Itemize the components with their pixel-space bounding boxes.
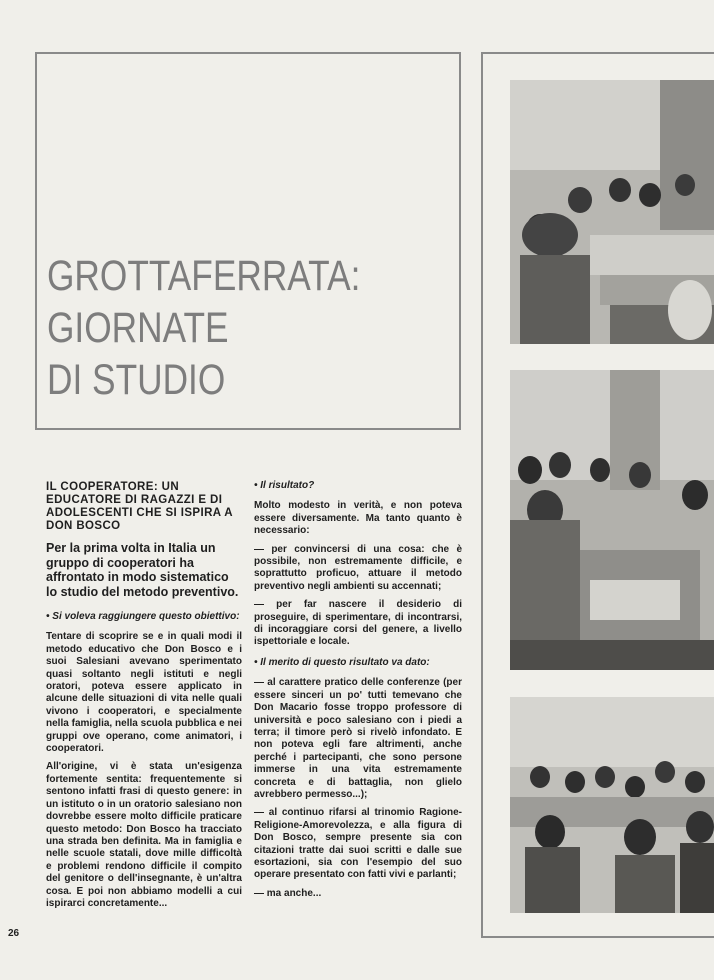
paragraph: Tentare di scoprire se e in quali modi il metodo educativo che Don Bosco e i suoi Salesiani avevano sperimentato quasi soltanto negli istituti e negli oratori, poteva essere applicato in alcune delle situazioni di vita nelle quali vivono i cooperatori, e specialmente nella famiglia, nella scuola pubblica e nei gruppi ove operano, come animatori, i cooperatori. bbox=[46, 631, 242, 755]
paragraph: — ma anche... bbox=[254, 887, 322, 899]
title-line-3: DI STUDIO bbox=[47, 356, 226, 404]
photo-classroom-1 bbox=[510, 80, 714, 344]
paragraph: — al continuo rifarsi al trinomio Ragione-Religione-Amorevolezza, e alla figura di Don Bosco, sempre presente sia con citazioni tratte dai suoi scritti e dalle sue esortazioni, sia con l'esempio del suo operare presentato con fatti vivi e parlanti; bbox=[254, 807, 462, 881]
photo-classroom-3 bbox=[510, 697, 714, 913]
question-merit: • Il merito di questo risultato va dato: bbox=[254, 656, 430, 668]
lead-paragraph: Per la prima volta in Italia un gruppo di cooperatori ha affrontato in modo sistematico lo studio del metodo preventivo. bbox=[46, 541, 239, 599]
section-heading: IL COOPERATORE: UN EDUCATORE DI RAGAZZI E DI ADOLESCENTI CHE SI ISPIRA A DON BOSCO bbox=[46, 481, 233, 532]
paragraph: — per convincersi di una cosa: che è possibile, non estremamente difficile, e soprattutto proficuo, attuare il metodo preventivo negli ambienti su accennati; bbox=[254, 543, 462, 592]
column-left bbox=[46, 481, 242, 916]
title-box bbox=[35, 52, 461, 430]
paragraph: All'origine, vi è stata un'esigenza fortemente sentita: frequentemente si sentono infatti frasi di questo genere: in un istituto o in un oratorio salesiano non dovrebbe essere molto difficile praticare questo metodo: Don Bosco ha tracciato una strada ben definita. Ma in famiglia e nelle scuole statali, dove mille difficoltà e problemi rendono difficile il compito del genitore o dell'insegnante, è un'altra cosa. E poi non abbiamo modelli a cui ispirarci concretamente... bbox=[46, 761, 242, 909]
paragraph: — al carattere pratico delle conferenze (per essere sinceri un po' tutti temevano che Don Macario fosse troppo professore di università e poco salesiano con i piedi a terra; il timore però si rivelò infondato. E non poteva egli fare altrimenti, anche perché i partecipanti, che sono persone immerse in una vita estremamente concreta e di battaglia, non glielo avrebbero permesso...); bbox=[254, 677, 462, 800]
paragraph: — per far nascere il desiderio di proseguire, di sperimentare, di incontrarsi, di incoraggiare corsi del genere, a livello ispettoriale e locale. bbox=[254, 599, 462, 648]
title-line-2: GIORNATE bbox=[47, 304, 229, 352]
column-right bbox=[254, 472, 462, 906]
page-title bbox=[47, 250, 360, 406]
paragraph: Molto modesto in verità, e non poteva essere diversamente. Ma tanto quanto è necessario: bbox=[254, 500, 462, 537]
title-line-1: GROTTAFERRATA: bbox=[47, 252, 361, 300]
question-objective: • Si voleva raggiungere questo obiettivo: bbox=[46, 611, 240, 622]
page-number: 26 bbox=[8, 928, 20, 939]
question-result: • Il risultato? bbox=[254, 480, 315, 491]
photo-classroom-2 bbox=[510, 370, 714, 670]
